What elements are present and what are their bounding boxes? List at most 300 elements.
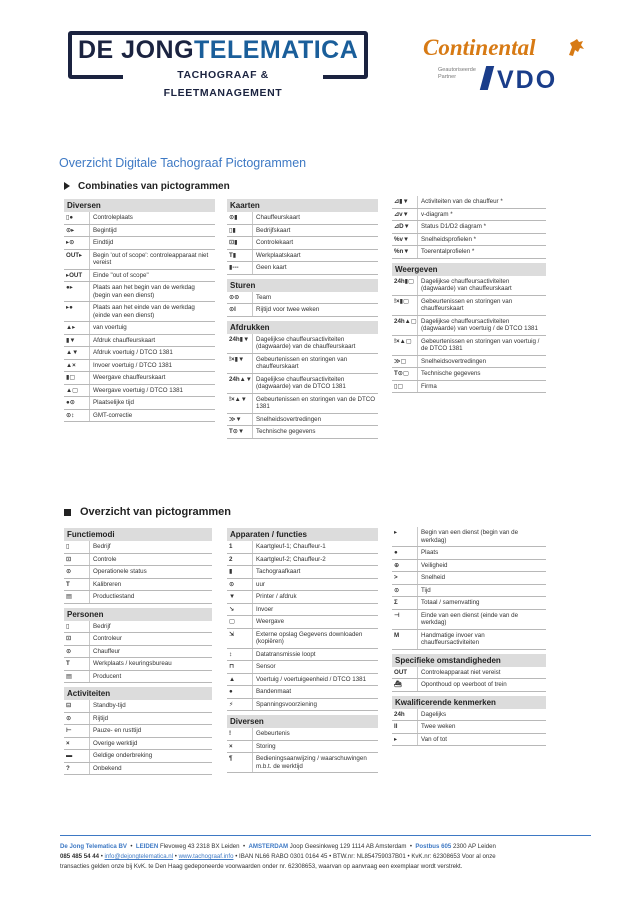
pictogram-description: Controleplaats [93,214,133,221]
table-row [64,725,212,738]
pictogram-icon: ▼ [227,591,253,603]
pictogram-icon: ▲▢ [64,385,90,397]
section2-col2 [227,528,378,777]
pictogram-description: Gebeurtenissen en storingen van chauffeurskaart [421,297,513,312]
table-header: Apparaten / functies [227,528,378,541]
footer-sep: • [409,843,412,850]
pictogram-description: GMT-correctie [93,411,133,419]
table-row [64,212,215,225]
table-row [64,554,212,567]
pictogram-description: Dagelijkse chauffeursactiviteiten (dagwaarde) van voertuig / de DTCO 1381 [421,317,538,332]
footer-pobox: 2300 AP Leiden [452,843,496,850]
pictogram-description: Sensor [256,663,276,670]
section2-col3 [392,527,546,750]
pictogram-description: Firma [421,382,437,390]
table-header: Diversen [227,715,378,728]
footer-address-amsterdam: Joop Geesinkweg 129 1114 AB Amsterdam [289,843,407,850]
table-row [227,334,378,354]
pictogram-icon: ⊓ [227,661,253,673]
pictogram-table [227,528,378,711]
table-row [64,237,215,250]
footer-web-link[interactable]: www.tachograaf.info [178,853,234,860]
pictogram-icon: 1 [227,541,253,553]
section2-title [64,506,231,518]
pictogram-description: Dagelijkse chauffeursactiviteiten (dagwaarde) van de chauffeurskaart [256,335,356,350]
table-row [227,354,378,374]
table-row [227,616,378,629]
pictogram-description: Technische gegevens [256,428,316,435]
pictogram-icon: ▤ [64,591,90,603]
table-row [392,276,546,296]
table-row [392,316,546,336]
table-row [64,591,212,604]
pictogram-icon: ⊿v▼ [392,209,418,221]
pictogram-icon: ▯ [64,541,90,553]
footer-sep: • [130,843,133,850]
pictogram-description: Spanningsvoorziening [256,700,317,708]
table-row [392,209,546,222]
pictogram-description: Chauffeurskaart [256,214,300,221]
table-row [227,753,378,773]
pictogram-icon: ⊟ [64,700,90,712]
pictogram-table [64,687,212,775]
footer-sep: • [174,853,177,860]
table-row [64,282,215,302]
pictogram-icon: ⊙ [392,585,418,597]
pictogram-icon: ⊙↕ [64,410,90,422]
pictogram-description: Gebeurtenissen en storingen van chauffeurskaart [256,355,348,370]
pictogram-description: Productiestand [93,593,135,600]
partner-label: Geautoriseerde Partner [438,67,476,80]
pictogram-description: Snelheidsprofielen * [421,235,477,243]
pictogram-icon: ⊡ [64,633,90,645]
pictogram-description: van voertuig [93,324,127,331]
pictogram-icon: ⊙ [64,566,90,578]
table-row [227,225,378,238]
pictogram-description: Kaartgleuf-2; Chauffeur-2 [256,555,326,563]
table-row [227,566,378,579]
pictogram-table [392,654,546,692]
table-row [392,296,546,316]
table-header: Afdrukken [227,321,378,334]
pictogram-description: Snelheidsovertredingen [421,357,487,365]
pictogram-description: Snelheidsovertredingen [256,415,322,423]
table-row [392,246,546,259]
pictogram-table [64,528,212,604]
table-row [392,709,546,722]
pictogram-table [392,196,546,259]
pictogram-icon: Σ [392,597,418,609]
table-row [392,734,546,747]
section1-title [64,181,230,192]
table-header: Kaarten [227,199,378,212]
table-row [64,270,215,283]
pictogram-description: Externe opslag Gegevens downloaden (kopiëren) [256,630,363,645]
table-row [392,667,546,680]
pictogram-description: Tijd [421,586,431,594]
pictogram-description: Gebeurtenissen en storingen van voertuig / de DTCO 1381 [421,337,540,352]
pictogram-description: Standby-tijd [93,702,126,709]
pictogram-description: Geldige onderbreking [93,752,153,759]
pictogram-icon: ▲× [64,360,90,372]
continental-vdo-logo [423,35,593,94]
section1-title-text: Combinaties van pictogrammen [78,181,230,192]
pictogram-icon: !×▲▼ [227,394,253,413]
pictogram-icon: ▮ [227,566,253,578]
pictogram-description: Plaatselijke tijd [93,399,134,406]
pictogram-description: Oponthoud op veerboot of trein [421,681,507,688]
pictogram-description: Producent [93,672,122,680]
pictogram-icon: 24h▲▢ [392,316,418,335]
table-row [227,591,378,604]
vdo-bar-icon [480,66,494,90]
section2-col1 [64,528,212,779]
pictogram-description: Twee weken [421,723,456,730]
table-row [64,335,215,348]
section2-title-text: Overzicht van pictogrammen [80,506,231,518]
pictogram-icon: ▸ [392,527,418,546]
pictogram-description: Toerentalprofielen * [421,248,475,255]
pictogram-icon: 24h▮▢ [392,276,418,295]
pictogram-table [392,696,546,747]
pictogram-icon: ▸OUT [64,270,90,282]
pictogram-icon: ▸⊙ [64,237,90,249]
pictogram-description: Controlekaart [256,239,294,246]
table-row [392,527,546,547]
pictogram-table [227,321,378,439]
pictogram-description: Einde "out of scope" [93,271,149,279]
pictogram-icon: ⊙⊙ [227,292,253,304]
pictogram-icon: ⛴ [392,679,418,691]
pictogram-icon: ? [64,763,90,775]
pictogram-table [227,715,378,773]
table-row [227,629,378,649]
pictogram-icon: ¶ [227,753,253,772]
pictogram-icon: !×▮▢ [392,296,418,315]
pictogram-icon: M [392,630,418,649]
table-row [227,426,378,439]
table-header: Activiteiten [64,687,212,700]
table-row [392,368,546,381]
table-row [392,547,546,560]
table-row [392,597,546,610]
footer-company: De Jong Telematica BV [60,843,127,850]
table-row [227,674,378,687]
pictogram-icon: ⊙I [227,304,253,316]
pictogram-icon: ▮▼ [64,335,90,347]
pictogram-icon: 24h▮▼ [227,334,253,353]
pictogram-description: Bandenmaat [256,688,292,695]
table-row [392,721,546,734]
table-row [392,679,546,692]
pictogram-icon: ▯● [64,212,90,224]
footer-pobox-label: Postbus 605 [415,843,452,850]
pictogram-icon: ● [227,686,253,698]
pictogram-icon: ⊙▮ [227,212,253,224]
table-row [392,572,546,585]
table-row [64,322,215,335]
pictogram-icon: ⊣ [392,610,418,629]
pictogram-description: Van of tot [421,735,448,743]
pictogram-description: Storing [256,742,276,750]
pictogram-description: Begin van een dienst (begin van de werkdag) [421,529,519,544]
pictogram-icon: ≫▼ [227,414,253,426]
table-row [227,212,378,225]
table-row [392,336,546,356]
table-row [64,250,215,270]
pictogram-icon: T [64,579,90,591]
table-row [64,225,215,238]
pictogram-description: Weergave voertuig / DTCO 1381 [93,386,183,394]
pictogram-description: Eindtijd [93,239,114,246]
pictogram-icon: %n▼ [392,246,418,258]
table-row [227,304,378,317]
pictogram-icon: ⊿D▼ [392,221,418,233]
logo-word-telematica: TELEMATICA [194,36,359,64]
dejong-telematica-logo [68,31,368,99]
table-row [64,633,212,646]
table-row [64,658,212,671]
logo-wordmark [78,37,358,64]
footer-email-link[interactable]: info@dejongtelematica.nl [104,853,174,860]
logo-word-dejong: DE JONG [78,36,195,64]
table-header: Diversen [64,199,215,212]
pictogram-icon: OUT▸ [64,250,90,269]
section1-col2 [227,199,378,443]
table-row [392,630,546,650]
pictogram-icon: ▬ [64,750,90,762]
pictogram-icon: > [392,572,418,584]
pictogram-description: Invoer voertuig / DTCO 1381 [93,361,173,369]
pictogram-description: Voertuig / voertuigeenheid / DTCO 1381 [256,675,367,683]
pictogram-icon: 24h [392,709,418,721]
pictogram-icon: × [227,741,253,753]
table-row [64,347,215,360]
pictogram-icon: 2 [227,554,253,566]
pictogram-icon: ⊿▮▼ [392,196,418,208]
pictogram-description: Bedieningsaanwijzing / waarschuwingen m.b.t. de werktijd [256,755,367,770]
table-row [227,604,378,617]
table-row [227,250,378,263]
pictogram-icon: T [64,658,90,670]
pictogram-description: Totaal / samenvatting [421,599,480,606]
pictogram-icon: ⊙▸ [64,225,90,237]
pictogram-icon: ▸● [64,302,90,321]
pictogram-description: Begintijd [93,226,117,234]
table-row [227,541,378,554]
footer-sep: • [100,853,103,860]
pictogram-icon: ▮--- [227,262,253,274]
pictogram-table [392,263,546,394]
table-header: Personen [64,608,212,621]
table-row [64,360,215,373]
pictogram-icon: ⇲ [227,629,253,648]
table-row [227,374,378,394]
table-row [64,385,215,398]
pictogram-icon: ⊕ [392,560,418,572]
pictogram-icon: ▲▼ [64,347,90,359]
document-title: Overzicht Digitale Tachograaf Pictogrammen [59,156,307,170]
vdo-wordmark: VDO [497,66,558,94]
pictogram-icon: ⊙ [64,713,90,725]
pictogram-description: Controleapparaat niet vereist [421,668,501,676]
table-header: Kwalificerende kenmerken [392,696,546,709]
pictogram-icon: 24h▲▼ [227,374,253,393]
table-row [64,738,212,751]
footer-city-leiden: LEIDEN [135,843,159,850]
pictogram-icon: OUT [392,667,418,679]
pictogram-description: uur [256,580,265,588]
pictogram-icon: T⊙▼ [227,426,253,438]
table-row [227,728,378,741]
pictogram-icon: ↘ [227,604,253,616]
table-row [64,700,212,713]
table-row [227,292,378,305]
pictogram-description: Controleur [93,635,122,642]
pictogram-description: Bedrijf [93,622,111,630]
pictogram-icon: ⊙ [64,646,90,658]
footer-address-leiden: Flevoweg 43 2318 BX Leiden [159,843,240,850]
pictogram-description: Controle [93,555,117,563]
pictogram-table [64,199,215,422]
footer-sep: • [242,843,246,850]
table-row [227,686,378,699]
pictogram-icon: ⊙ [227,579,253,591]
pictogram-description: Status D1/D2 diagram * [421,223,486,230]
pictogram-description: Kaartgleuf-1; Chauffeur-1 [256,543,326,550]
pictogram-icon: ⊢ [64,725,90,737]
table-row [64,671,212,684]
pictogram-description: Rijtijd voor twee weken [256,306,320,313]
pictogram-description: Team [256,293,272,301]
pictogram-description: Invoer [256,605,274,613]
pictogram-icon: ⊡▮ [227,237,253,249]
footer-bank-info: IBAN NL66 RABO 0301 0164 45 • BTW.nr: NL854759037B01 • KvK.nr: 62308653 Voor al onze [239,853,496,860]
horse-icon [565,37,587,59]
pictogram-icon: !×▮▼ [227,354,253,373]
pictogram-description: Technische gegevens [421,370,481,377]
pictogram-icon: ▯▢ [392,381,418,393]
pictogram-description: Operationele status [93,568,147,575]
table-row [392,196,546,209]
table-row [64,541,212,554]
footer [60,842,595,872]
pictogram-description: Dagelijkse chauffeursactiviteiten (dagwaarde) van de DTCO 1381 [256,375,346,390]
pictogram-icon: × [64,738,90,750]
footer-divider [60,835,591,836]
pictogram-description: Onbekend [93,764,122,772]
pictogram-description: Activiteiten van de chauffeur * [421,198,503,205]
pictogram-icon: ▲▸ [64,322,90,334]
pictogram-description: Handmatige invoer van chauffeursactiviteiten [421,631,485,646]
section1-col3 [392,196,546,397]
table-row [392,560,546,573]
table-row [64,713,212,726]
footer-city-amsterdam: AMSTERDAM [248,843,289,850]
pictogram-description: Plaats aan het einde van de werkdag (einde van een dienst) [93,304,195,319]
pictogram-description: Kalibreren [93,580,122,588]
table-row [227,414,378,427]
pictogram-icon: ●▸ [64,282,90,301]
pictogram-icon: ● [392,547,418,559]
table-row [392,356,546,369]
table-row [227,579,378,592]
table-row [64,646,212,659]
footer-terms: transacties gelden onze bij KvK. te Den Haag gedeponeerde voorwaarden onder nr. 62308653, waarvan op aanvraag een exemplaar wordt verstrekt. [60,863,463,870]
table-row [392,381,546,394]
pictogram-description: Gebeurtenissen en storingen van de DTCO 1381 [256,395,376,410]
table-row [64,372,215,385]
pictogram-table [64,608,212,684]
table-header: Weergeven [392,263,546,276]
pictogram-description: Snelheid [421,574,446,581]
section1-col1 [64,199,215,426]
pictogram-icon: ●⊙ [64,397,90,409]
pictogram-icon: ⊡ [64,554,90,566]
pictogram-icon: !×▲▢ [392,336,418,355]
pictogram-icon: T▮ [227,250,253,262]
table-row [64,750,212,763]
pictogram-description: Afdruk chauffeurskaart [93,336,156,344]
pictogram-description: Weergave [256,618,285,625]
pictogram-icon: ▯ [64,621,90,633]
pictogram-icon: ! [227,728,253,740]
table-row [64,410,215,423]
pictogram-description: Pauze- en rusttijd [93,727,142,734]
pictogram-description: Weergave chauffeurskaart [93,374,166,381]
table-row [64,621,212,634]
table-row [392,221,546,234]
pictogram-description: Einde van een dienst (einde van de werkdag) [421,611,519,626]
table-row [64,763,212,776]
pictogram-icon: %v▼ [392,234,418,246]
pictogram-icon: ▲ [227,674,253,686]
table-row [227,661,378,674]
logo-subtitle: TACHOGRAAF & FLEETMANAGEMENT [123,66,323,84]
square-bullet-icon [64,509,71,516]
pictogram-description: Werkplaats / keuringsbureau [93,660,172,667]
pictogram-icon: ≫▢ [392,356,418,368]
pictogram-description: Gebeurtenis [256,730,290,737]
pictogram-description: Rijtijd [93,714,109,722]
pictogram-description: Dagelijks [421,710,447,718]
pictogram-table [227,279,378,317]
pictogram-description: Plaats [421,549,439,556]
table-header: Sturen [227,279,378,292]
table-header: Specifieke omstandigheden [392,654,546,667]
table-row [227,554,378,567]
pictogram-icon: ▢ [227,616,253,628]
pictogram-icon: ▯▮ [227,225,253,237]
pictogram-icon: ▤ [64,671,90,683]
table-row [64,579,212,592]
pictogram-description: Geen kaart [256,264,287,271]
table-row [227,237,378,250]
table-row [64,397,215,410]
pictogram-description: Overige werktijd [93,739,138,747]
table-row [64,302,215,322]
table-row [392,234,546,247]
pictogram-icon: T⊙▢ [392,368,418,380]
pictogram-icon: ↕ [227,649,253,661]
table-row [227,699,378,712]
table-row [227,649,378,662]
pictogram-description: Printer / afdruk [256,593,297,600]
footer-sep: • [235,853,238,860]
table-row [64,566,212,579]
table-row [227,394,378,414]
pictogram-description: Tachograafkaart [256,568,301,575]
